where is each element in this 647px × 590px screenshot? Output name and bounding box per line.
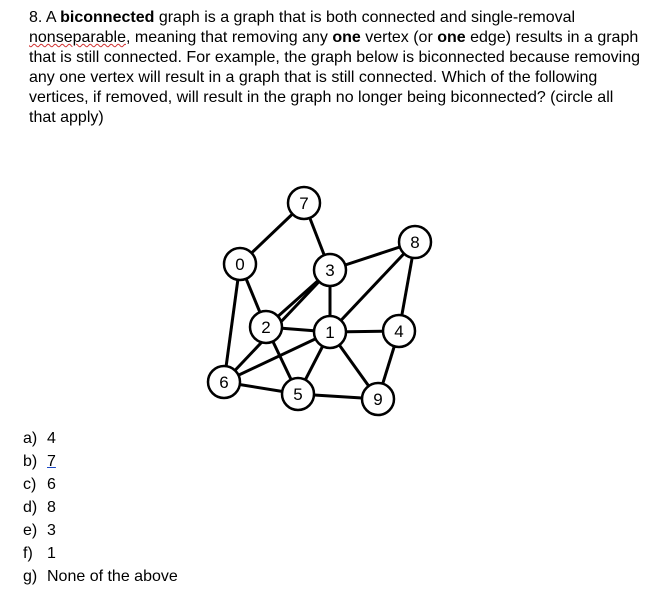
answer-options xyxy=(23,427,178,588)
option-letter: b) xyxy=(23,453,38,470)
vertex-5 xyxy=(282,378,314,410)
option-letter: c) xyxy=(23,476,37,493)
vertex-label: 3 xyxy=(325,261,335,280)
vertex-0 xyxy=(224,248,256,280)
emphasis-one: one xyxy=(437,29,466,46)
vertex-6 xyxy=(208,366,240,398)
vertex-label: 8 xyxy=(410,233,420,252)
term-biconnected: biconnected xyxy=(60,9,155,26)
option-text: 7 xyxy=(47,453,56,470)
question-part: graph is a graph that is both connected and single-removal xyxy=(154,9,576,26)
vertex-label: 2 xyxy=(261,318,271,337)
vertex-label: 9 xyxy=(373,390,383,409)
option-text: 3 xyxy=(47,522,56,539)
question-number: 8. xyxy=(29,9,43,26)
vertex-label: 4 xyxy=(394,322,404,341)
vertex-8 xyxy=(399,226,431,258)
option-letter: a) xyxy=(23,430,38,447)
option-f[interactable] xyxy=(23,542,178,565)
option-a[interactable] xyxy=(23,427,178,450)
question-part: edge) results in a graph that is still connected. For example, the graph below is biconnected because removing any one vertex will result in a graph that is still connected. Which of the following vertices, if removed, will result in the graph no longer being biconnected? (circle all that apply) xyxy=(29,29,641,126)
option-text: 4 xyxy=(47,430,56,447)
vertex-label: 7 xyxy=(299,194,309,213)
term-nonseparable: nonseparable xyxy=(29,29,126,46)
vertex-4 xyxy=(383,315,415,347)
option-text: 8 xyxy=(47,499,56,516)
vertex-label: 1 xyxy=(325,323,335,342)
vertex-label: 5 xyxy=(293,385,303,404)
edge-0-6 xyxy=(224,264,240,382)
question-part: A xyxy=(45,9,61,26)
vertex-9 xyxy=(362,383,394,415)
vertex-7 xyxy=(288,187,320,219)
option-text: None of the above xyxy=(47,568,178,585)
option-g[interactable] xyxy=(23,565,178,588)
vertex-1 xyxy=(314,316,346,348)
vertex-2 xyxy=(250,311,282,343)
option-text: 6 xyxy=(47,476,56,493)
option-letter: d) xyxy=(23,499,38,516)
question-part: vertex (or xyxy=(360,29,438,46)
option-letter: f) xyxy=(23,545,33,562)
vertex-label: 0 xyxy=(235,255,245,274)
vertex-3 xyxy=(314,254,346,286)
option-d[interactable] xyxy=(23,496,178,519)
question-part: , meaning that removing any xyxy=(125,29,333,46)
option-letter: e) xyxy=(23,522,38,539)
option-b[interactable] xyxy=(23,450,178,473)
emphasis-one: one xyxy=(332,29,361,46)
option-text: 1 xyxy=(47,545,56,562)
option-letter: g) xyxy=(23,568,38,585)
option-c[interactable] xyxy=(23,473,178,496)
vertex-label: 6 xyxy=(219,373,229,392)
option-e[interactable] xyxy=(23,519,178,542)
